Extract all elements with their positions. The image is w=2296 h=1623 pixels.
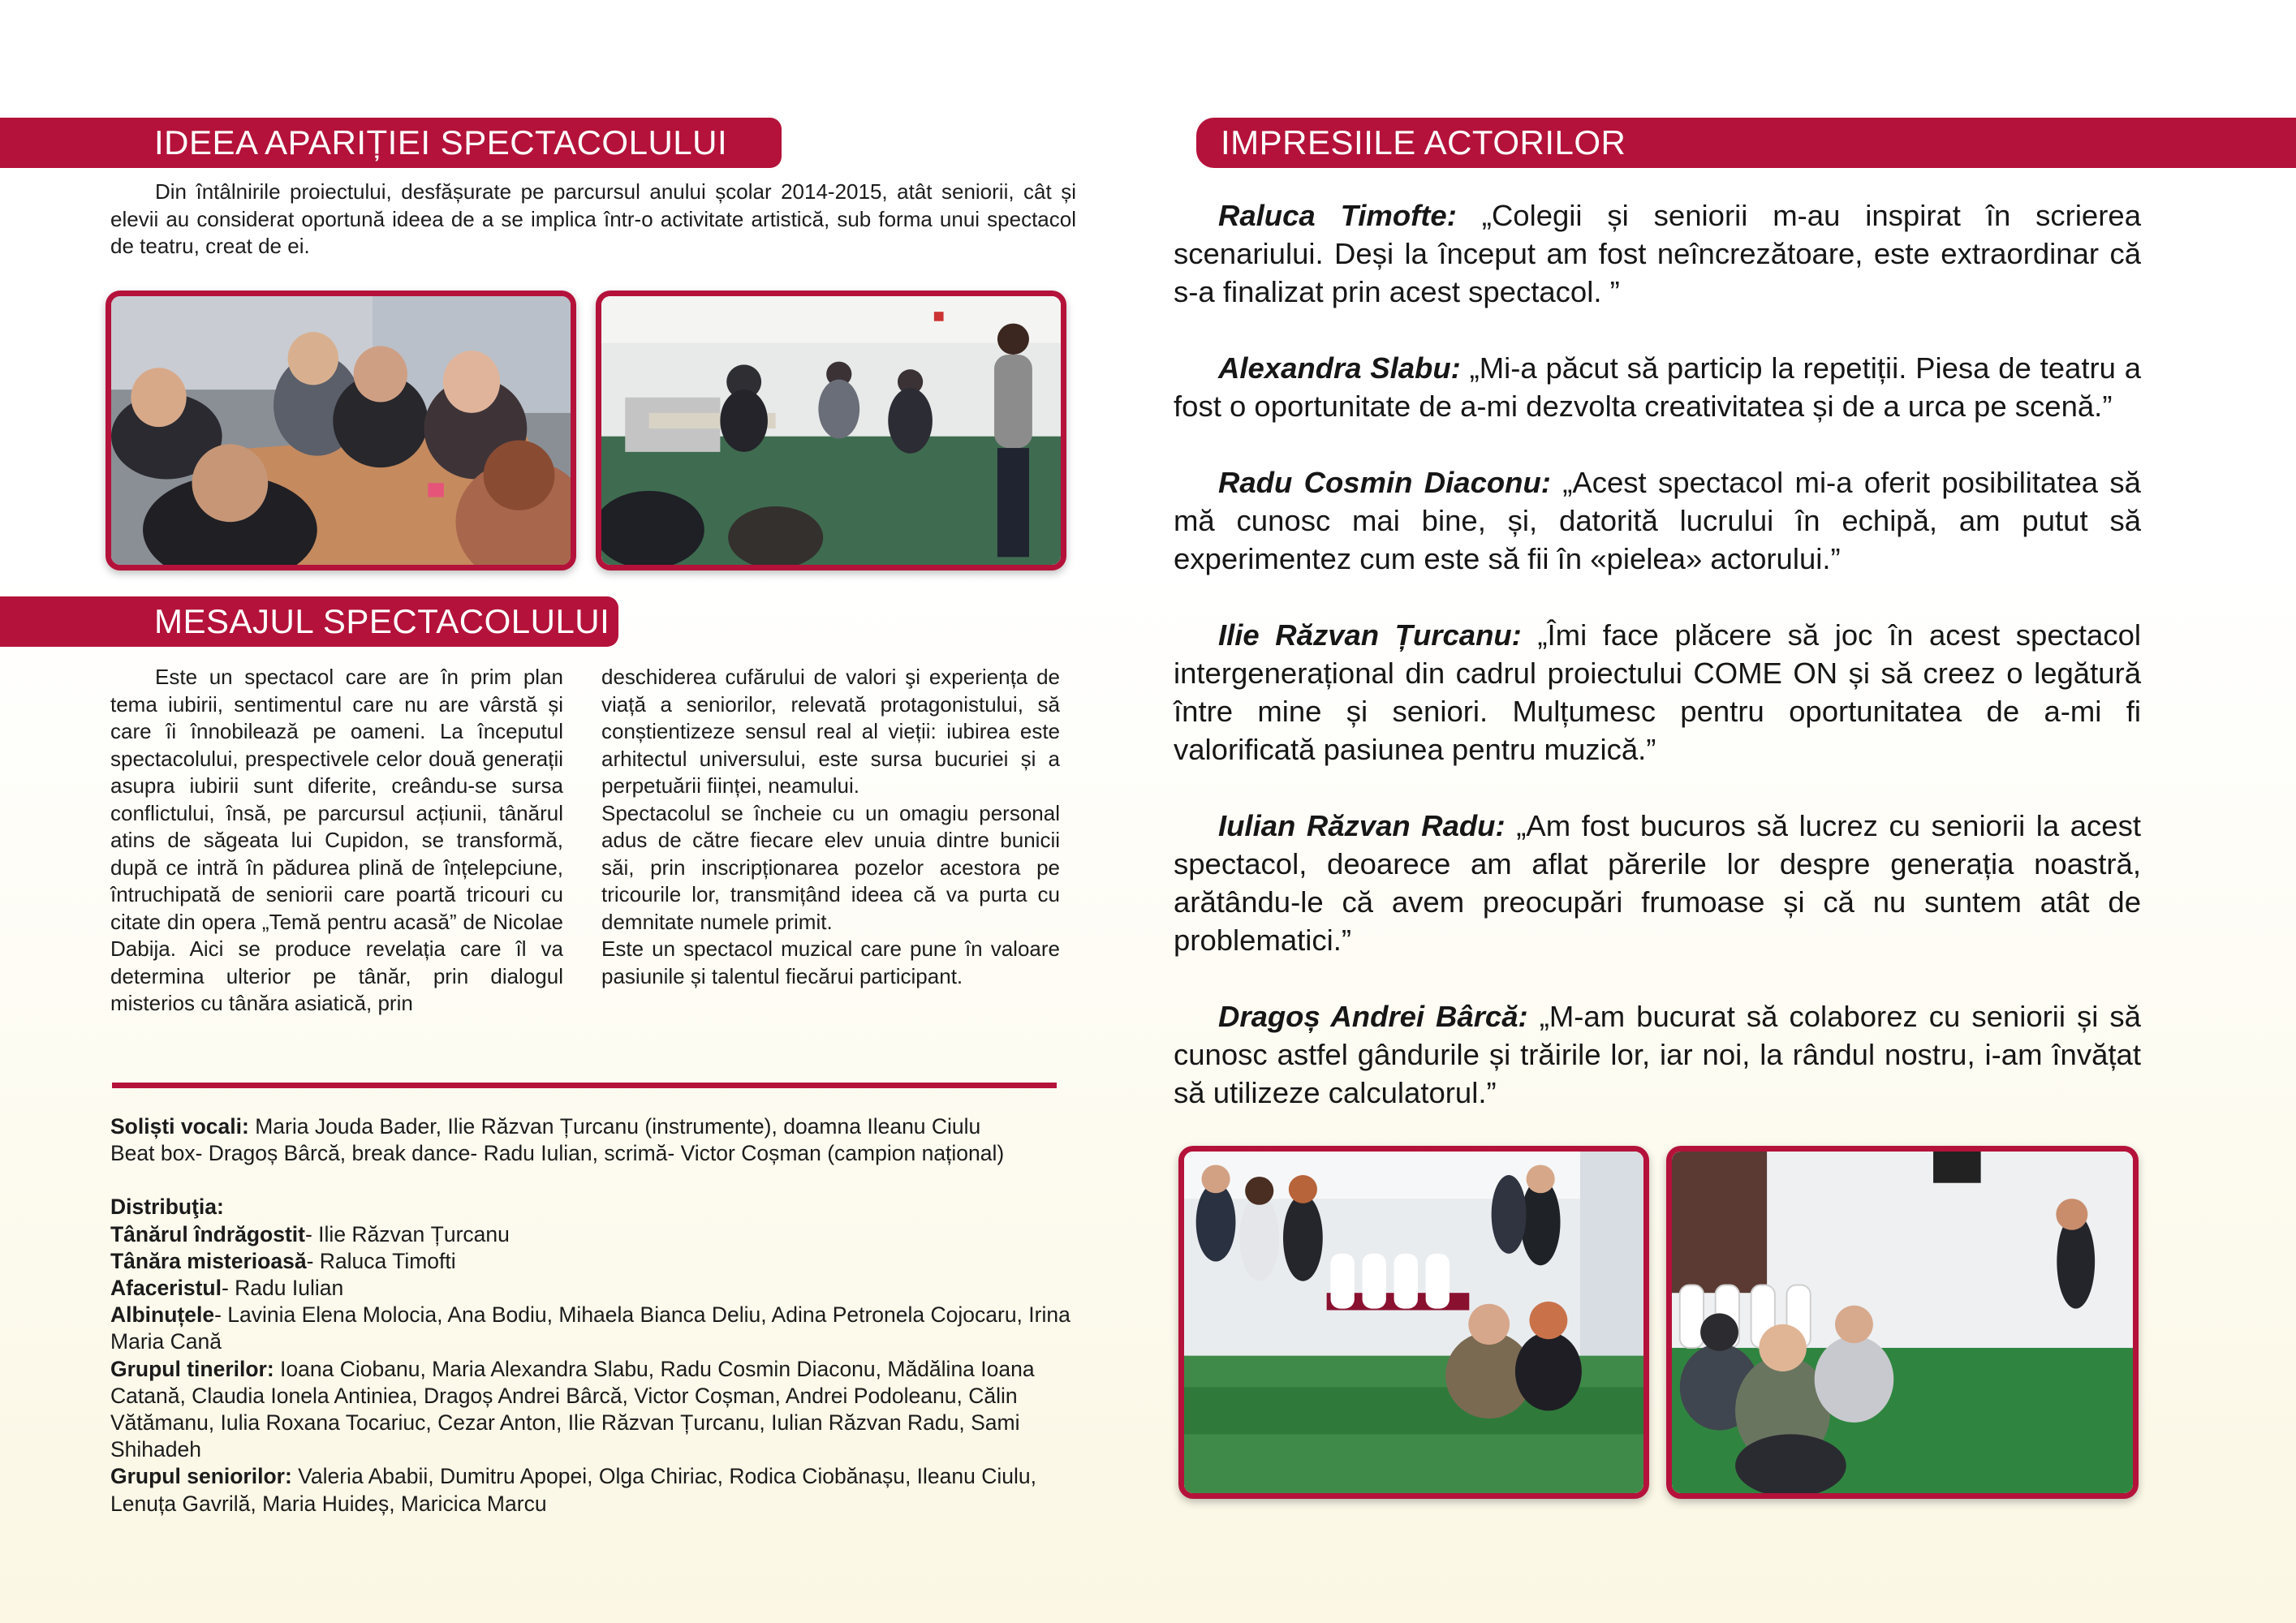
section-divider xyxy=(112,1083,1057,1088)
role-value: - Raluca Timofti xyxy=(306,1248,456,1273)
actor-quote: „Colegii și seniorii m-au inspirat în scrierea scenariului. Deși la început am fost neîncrezătoare, este extraordinar că s-a finalizat prin acest spectacol. ” xyxy=(1174,199,2141,308)
mesaj-paragraph: Spectacolul se încheie cu un omagiu personal adus de către fiecare elev unuia dintre bunicii săi, prin inscripționarea pozelor acestora pe tricourile lor, transmițând ideea că va purta cu demnitate numele primit. xyxy=(601,800,1060,934)
section-heading-mesaj xyxy=(0,596,618,647)
actor-name: Raluca Timofte: xyxy=(1218,199,1457,232)
role-value: Ioana Ciobanu, Maria Alexandra Slabu, Radu Cosmin Diaconu, Mădălina Ioana Catană, Claudia Ionela Antiniea, Dragoș Andrei Bârcă, Victor Coșman, Andrei Podoleanu, Călin Vătămanu, Iulia Roxana Tocariuc, Cezar Anton, Ilie Răzvan Țurcanu, Iulian Răzvan Radu, Sami Shihadeh xyxy=(110,1356,1035,1462)
actor-name: Dragoș Andrei Bârcă: xyxy=(1218,1000,1528,1033)
credits-value: Maria Jouda Bader, Ilie Răzvan Țurcanu (instrumente), doamna Ileanu Ciulu xyxy=(248,1114,981,1139)
mesaj-paragraph: Este un spectacol care are în prim plan tema iubirii, sentimentul care nu are vârstă și care îi înnobilează pe oameni. La începutul spectacolului, prespectivele celor două generații asupra iubirii sunt diferite, creându-se sursa conflictului, însă, pe parcursul acțiunii, tânărul atins de săgeata lui Cupidon, se transformă, după ce intră în pădurea plină de înțelepciune, întruchipată de seniorii care poartă tricouri cu citate din opera „Temă pentru acasă” de Nicolae Dabija. Aici se produce revelația care îl va determina ulterior pe tânăr, prin dialogul misterios cu tânăra asiatică, prin xyxy=(110,665,563,1015)
impression-item xyxy=(1174,997,2141,1112)
impression-item xyxy=(1174,196,2141,311)
credits-distributia xyxy=(110,1194,1084,1220)
credits-label: Soliști vocali: xyxy=(110,1114,249,1139)
role-value: - Ilie Răzvan Țurcanu xyxy=(305,1221,510,1246)
role-label: Grupul seniorilor: xyxy=(110,1464,292,1489)
photo-rehearsal-floor xyxy=(1666,1146,2139,1499)
role-label: Tânărul îndrăgostit xyxy=(110,1221,305,1246)
credits-role xyxy=(110,1248,1084,1275)
credits-beatbox: Beat box- Dragoș Bârcă, break dance- Radu Iulian, scrimă- Victor Coșman (campion național) xyxy=(110,1141,1005,1166)
role-value: - Radu Iulian xyxy=(221,1276,344,1301)
impressions-list xyxy=(1174,196,2141,1150)
credits-block xyxy=(110,1113,1084,1518)
credits-solisti xyxy=(110,1113,1084,1140)
heading-text: MESAJUL SPECTACOLULUI xyxy=(154,602,610,640)
impression-item xyxy=(1174,807,2141,959)
photo-meeting-table xyxy=(106,291,576,570)
photo-rehearsal-stage xyxy=(1178,1146,1649,1499)
impression-item xyxy=(1174,463,2141,578)
credits-role xyxy=(110,1302,1084,1355)
role-label: Afaceristul xyxy=(110,1276,222,1301)
heading-text: IMPRESIILE ACTORILOR xyxy=(1221,123,1626,161)
photo-meeting-room xyxy=(596,291,1066,570)
credits-role xyxy=(110,1463,1084,1517)
idea-paragraph: Din întâlnirile proiectului, desfășurate pe parcursul anului școlar 2014-2015, atât seniorii, cât și elevii au considerat oportună ideea de a se implica într-o activitate artistică, sub forma unui spectacol de teatru, creat de ei. xyxy=(110,179,1076,258)
mesaj-paragraph: deschiderea cufărului de valori şi experiența de viață a seniorilor, relevată protagonistului, să conștientizeze sensul real al vieții: iubirea este arhitectul universului, este sursa bucuriei și a perpetuării ființei, neamului. xyxy=(601,665,1060,798)
actor-quote: „Îmi face plăcere să joc în acest spectacol intergenerațional din cadrul proiectului COME ON și să creez o legătură între mine și seniori. Mulțumesc pentru oportunitatea de a-mi fi valorificată pasiunea pentru muzică.” xyxy=(1174,618,2141,766)
impression-item xyxy=(1174,616,2141,768)
role-label: Grupul tinerilor: xyxy=(110,1356,274,1381)
role-value: - Lavinia Elena Molocia, Ana Bodiu, Mihaela Bianca Deliu, Adina Petronela Cojocaru, Irina Maria Cană xyxy=(110,1302,1070,1354)
role-value: Valeria Ababii, Dumitru Apopei, Olga Chiriac, Rodica Ciobănașu, Ileanu Ciulu, Lenuța Gavrilă, Maria Huideș, Maricica Marcu xyxy=(110,1464,1036,1516)
actor-quote: „Mi-a păcut să particip la repetiții. Piesa de teatru a fost o oportunitate de a-mi dezvolta creativitatea și de a urca pe scenă.” xyxy=(1174,351,2141,423)
role-label: Tânăra misterioasă xyxy=(110,1248,307,1273)
section-heading-idea xyxy=(0,118,782,168)
mesaj-paragraph: Este un spectacol muzical care pune în valoare pasiunile și talentul fiecărui participant. xyxy=(601,936,1060,988)
credits-role xyxy=(110,1221,1084,1248)
heading-text: IDEEA APARIȚIEI SPECTACOLULUI xyxy=(154,123,728,161)
mesaj-column-1 xyxy=(110,664,563,1018)
credits-label: Distribuţia: xyxy=(110,1195,224,1220)
actor-name: Radu Cosmin Diaconu: xyxy=(1218,466,1551,499)
actor-name: Ilie Răzvan Țurcanu: xyxy=(1218,618,1522,652)
credits-role xyxy=(110,1275,1084,1302)
impression-item xyxy=(1174,349,2141,425)
actor-name: Alexandra Slabu: xyxy=(1218,351,1461,385)
actor-quote: „Am fost bucuros să lucrez cu seniorii la acest spectacol, deoarece am aflat părerile lor despre generația noastră, arătându-le că avem preocupări frumoase și că nu suntem atât de problematici.” xyxy=(1174,809,2141,957)
actor-quote: „M-am bucurat să colaborez cu seniorii și să cunosc astfel gândurile și trăirile lor, iar noi, la rândul nostru, i-am învățat să utilizeze calculatorul.” xyxy=(1174,1000,2141,1109)
section-heading-impresii xyxy=(1196,118,2296,168)
credits-role xyxy=(110,1356,1084,1464)
role-label: Albinuțele xyxy=(110,1302,215,1328)
actor-name: Iulian Răzvan Radu: xyxy=(1218,809,1506,842)
mesaj-column-2 xyxy=(601,664,1060,990)
actor-quote: „Acest spectacol mi-a oferit posibilitatea să mă cunosc mai bine, și, datorită lucrului în echipă, am putut să experimentez cum este să fii în «pielea» actorului.” xyxy=(1174,466,2141,575)
